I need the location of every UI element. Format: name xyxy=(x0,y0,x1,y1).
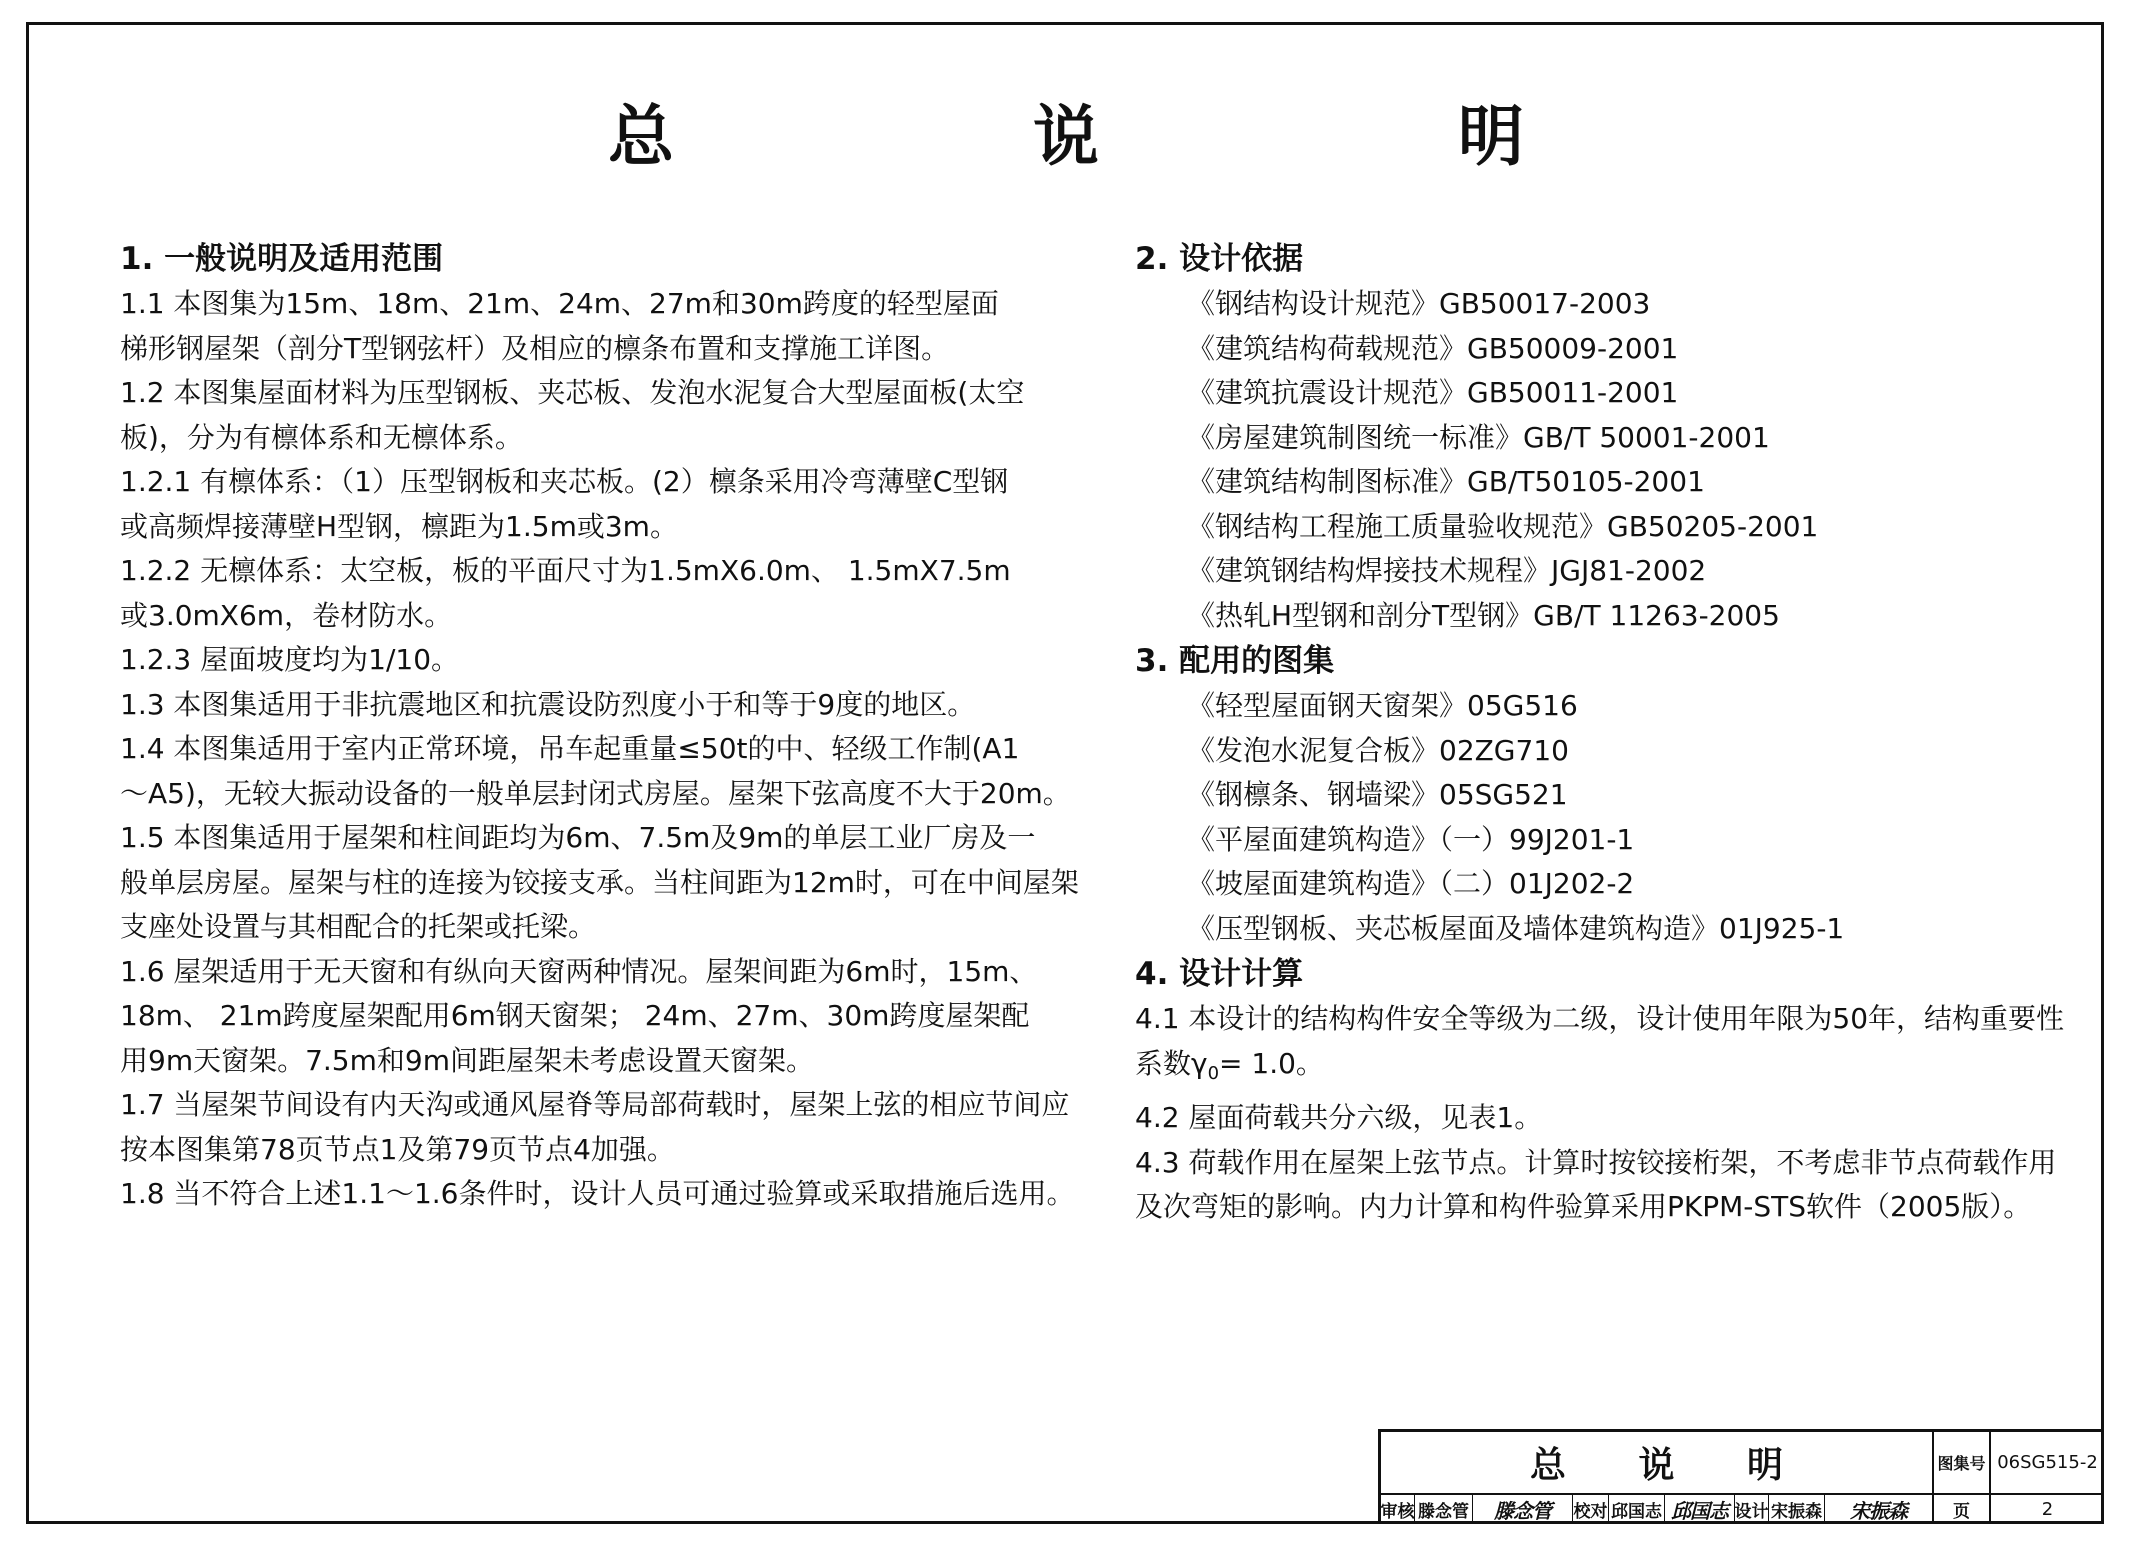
text-line: 板)，分为有檩体系和无檩体系。 xyxy=(120,420,523,454)
text-line: 1.4 本图集适用于室内正常环境，吊车起重量≤50t的中、轻级工作制(A1 xyxy=(120,732,1020,765)
reviewer-signature: 滕念管 xyxy=(1473,1495,1573,1524)
text-line: 1.2.2 无檩体系：太空板，板的平面尺寸为1.5mX6.0m、 1.5mX7.5m xyxy=(120,554,1011,587)
reviewer-name: 滕念管 xyxy=(1415,1495,1473,1524)
page-label: 页 xyxy=(1934,1495,1991,1524)
reference-item: 《钢结构设计规范》GB50017-2003 xyxy=(1187,287,1651,320)
text-line: 1.5 本图集适用于屋架和柱间距均为6m、7.5m及9m的单层工业厂房及一 xyxy=(120,821,1036,854)
coefficient-value: = 1.0。 xyxy=(1219,1046,1324,1080)
text-line: 用9m天窗架。7.5m和9m间距屋架未考虑设置天窗架。 xyxy=(120,1043,814,1077)
text-line: 及次弯矩的影响。内力计算和构件验算采用PKPM-STS软件（2005版）。 xyxy=(1135,1190,2032,1223)
atlas-number: 06SG515-2 xyxy=(1991,1432,2104,1495)
atlas-item: 《平屋面建筑构造》（一）99J201-1 xyxy=(1187,822,1635,856)
designer-signature: 宋振森 xyxy=(1825,1495,1934,1524)
text-line: 4.3 荷载作用在屋架上弦节点。计算时按铰接桁架，不考虑非节点荷载作用 xyxy=(1135,1145,2057,1179)
text-line: 梯形钢屋架（剖分T型钢弦杆）及相应的檩条布置和支撑施工详图。 xyxy=(120,331,950,365)
page-number: 2 xyxy=(2041,1499,2054,1520)
text-line: 或高频焊接薄壁H型钢，檩距为1.5m或3m。 xyxy=(120,509,678,543)
section-heading: 4. 设计计算 xyxy=(1135,956,1304,992)
atlas-item: 《坡屋面建筑构造》（二）01J202-2 xyxy=(1187,867,1635,900)
text-line: 18m、 21m跨度屋架配用6m钢天窗架； 24m、27m、30m跨度屋架配 xyxy=(120,999,1030,1032)
atlas-number-label: 图集号 xyxy=(1934,1432,1991,1495)
text-line: 般单层房屋。屋架与柱的连接为铰接支承。当柱间距为12m时，可在中间屋架 xyxy=(120,865,1079,899)
section-heading: 3. 配用的图集 xyxy=(1135,643,1335,679)
atlas-item: 《钢檩条、钢墙梁》05SG521 xyxy=(1187,778,1568,811)
text-line: 1.2.3 屋面坡度均为1/10。 xyxy=(120,643,460,676)
text-line: 4.2 屋面荷载共分六级，见表1。 xyxy=(1135,1101,1543,1134)
coefficient-subscript: 0 xyxy=(1207,1062,1220,1084)
section-general xyxy=(120,236,1079,1217)
design-label: 设计 xyxy=(1735,1495,1769,1524)
coefficient-prefix: 系数γ xyxy=(1135,1046,1208,1080)
reference-item: 《热轧H型钢和剖分T型钢》GB/T 11263-2005 xyxy=(1187,598,1780,632)
section-basis xyxy=(1135,236,2065,1230)
text-line: 1.1 本图集为15m、18m、21m、24m、27m和30m跨度的轻型屋面 xyxy=(120,287,999,320)
reference-item: 《建筑抗震设计规范》GB50011-2001 xyxy=(1187,376,1679,409)
text-line: 或3.0mX6m，卷材防水。 xyxy=(120,598,453,632)
checker-name: 邱国志 xyxy=(1609,1495,1665,1524)
review-label: 审核 xyxy=(1381,1495,1415,1524)
reference-item: 《房屋建筑制图统一标准》GB/T 50001-2001 xyxy=(1187,420,1770,454)
page-title: 总 说 明 xyxy=(608,98,1692,175)
reference-item: 《钢结构工程施工质量验收规范》GB50205-2001 xyxy=(1187,509,1819,543)
check-label: 校对 xyxy=(1573,1495,1609,1524)
checker-signature: 邱国志 xyxy=(1665,1495,1735,1524)
text-line: ～A5)，无较大振动设备的一般单层封闭式房屋。屋架下弦高度不大于20m。 xyxy=(120,776,1071,810)
text-line: 支座处设置与其相配合的托架或托梁。 xyxy=(120,910,597,943)
text-line: 1.2 本图集屋面材料为压型钢板、夹芯板、发泡水泥复合大型屋面板(太空 xyxy=(120,376,1025,409)
reference-item: 《建筑结构制图标准》GB/T50105-2001 xyxy=(1187,465,1705,498)
text-line: 1.6 屋架适用于无天窗和有纵向天窗两种情况。屋架间距为6m时，15m、 xyxy=(120,954,1038,988)
section-heading: 1. 一般说明及适用范围 xyxy=(120,241,444,277)
reference-item: 《建筑钢结构焊接技术规程》JGJ81-2002 xyxy=(1187,554,1707,587)
title-block-title: 总 说 明 xyxy=(1381,1432,1934,1495)
atlas-item: 《轻型屋面钢天窗架》05G516 xyxy=(1187,689,1578,722)
title-block xyxy=(1378,1429,2104,1524)
text-line: 1.3 本图集适用于非抗震地区和抗震设防烈度小于和等于9度的地区。 xyxy=(120,687,976,721)
text-line xyxy=(1135,1042,2055,1097)
text-line: 1.2.1 有檩体系：（1）压型钢板和夹芯板。(2）檩条采用冷弯薄壁C型钢 xyxy=(120,465,1009,498)
text-line: 按本图集第78页节点1及第79页节点4加强。 xyxy=(120,1132,675,1166)
atlas-item: 《发泡水泥复合板》02ZG710 xyxy=(1187,733,1569,767)
text-line: 1.7 当屋架节间设有内天沟或通风屋脊等局部荷载时，屋架上弦的相应节间应 xyxy=(120,1088,1070,1121)
reference-item: 《建筑结构荷载规范》GB50009-2001 xyxy=(1187,331,1679,365)
atlas-item: 《压型钢板、夹芯板屋面及墙体建筑构造》01J925-1 xyxy=(1187,911,1845,945)
designer-name: 宋振森 xyxy=(1769,1495,1825,1524)
text-line: 4.1 本设计的结构构件安全等级为二级，设计使用年限为50年，结构重要性 xyxy=(1135,1002,2065,1035)
section-heading: 2. 设计依据 xyxy=(1135,241,1304,277)
text-line: 1.8 当不符合上述1.1～1.6条件时，设计人员可通过验算或采取措施后选用。 xyxy=(120,1177,1075,1210)
